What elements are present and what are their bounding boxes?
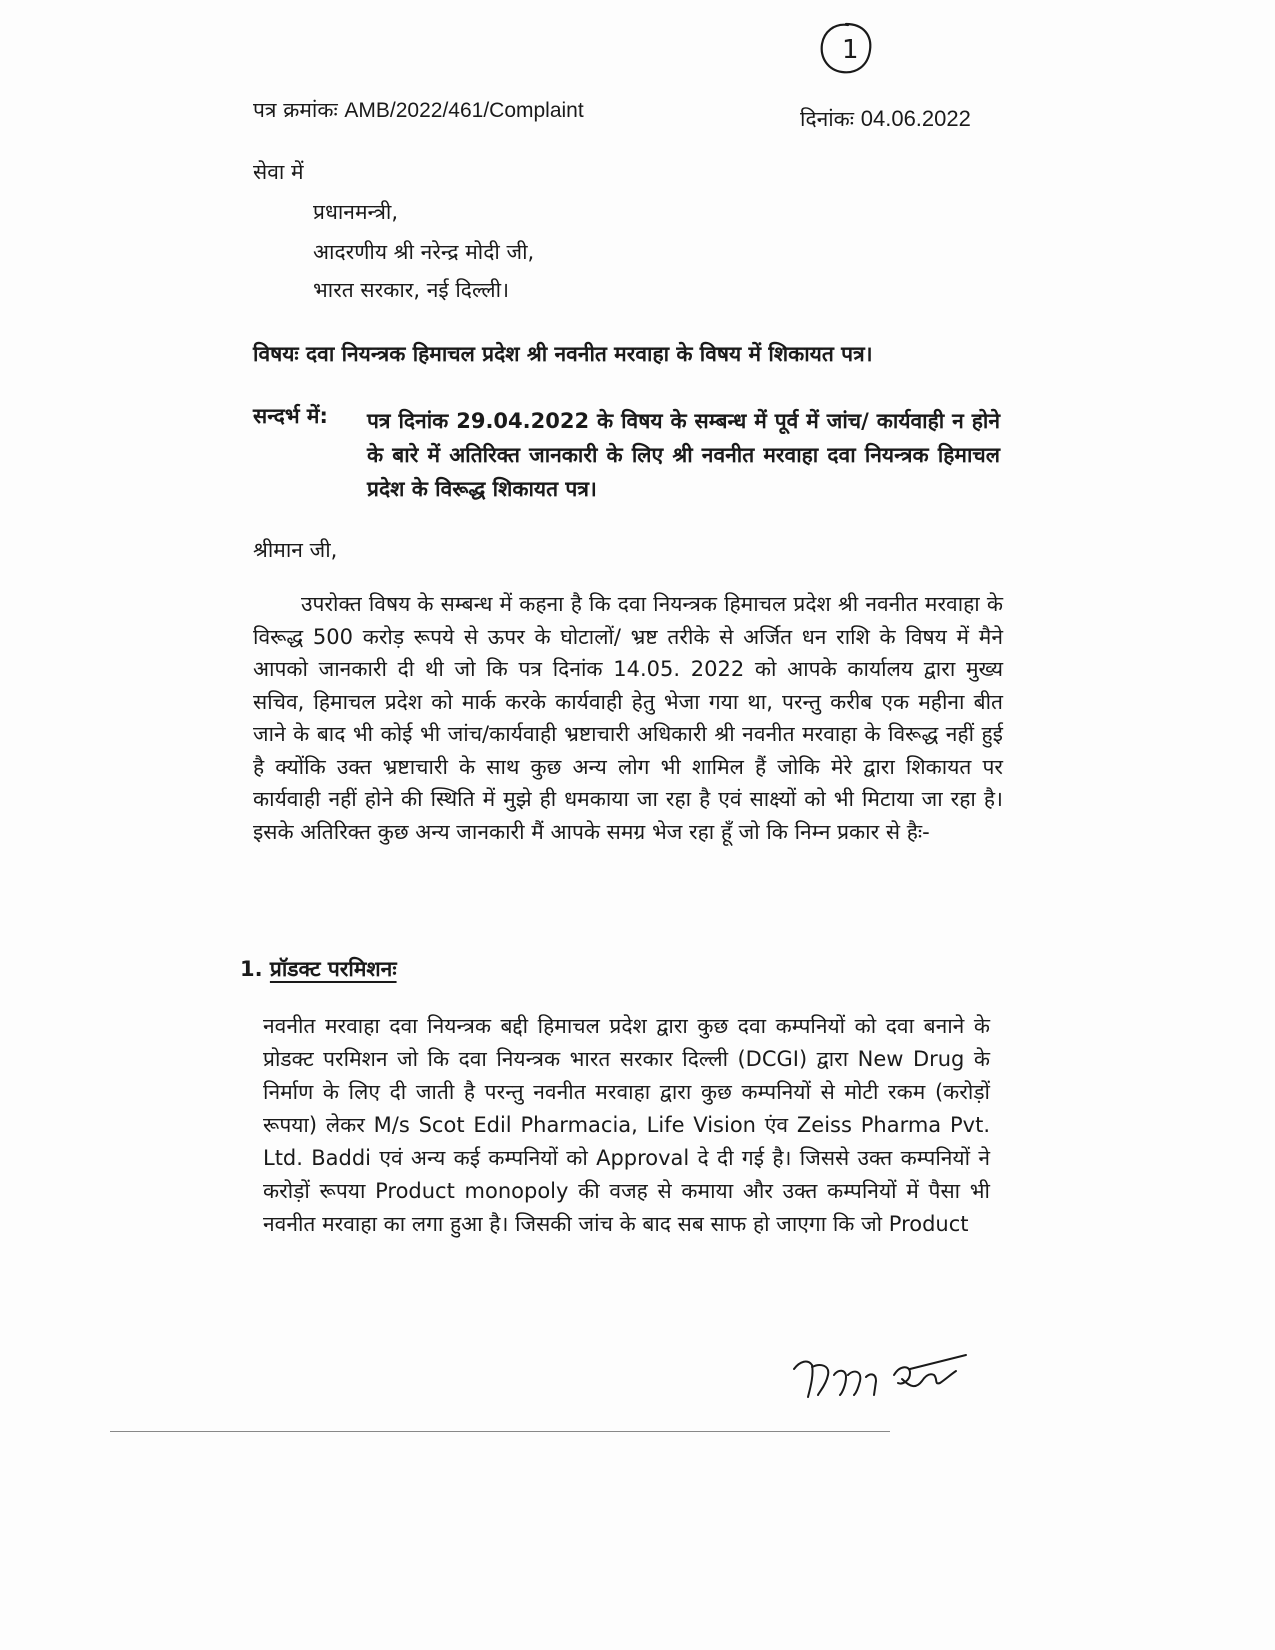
- reference-text: पत्र दिनांक 29.04.2022 के विषय के सम्बन्ध में पूर्व में जांच/ कार्यवाही न होने के बारे में अतिरिक्त जानकारी के लिए श्री नवनीत मरवाहा दवा नियन्त्रक हिमाचल प्रदेश के विरूद्ध शिकायत पत्र।: [367, 409, 1000, 501]
- date-label: दिनांकः: [800, 107, 855, 131]
- section-1-heading: [240, 955, 397, 983]
- date-value: 04.06.2022: [860, 106, 971, 131]
- page-number-circle: [816, 18, 876, 78]
- addressee-line-1: प्रधानमन्त्री,: [313, 200, 399, 224]
- section-1-text: नवनीत मरवाहा दवा नियन्त्रक बद्दी हिमाचल प्रदेश द्वारा कुछ दवा कम्पनियों को दवा बनाने के प्रोडक्ट परमिशन जो कि दवा नियन्त्रक भारत सरकार दिल्ली (DCGI) द्वारा New Drug के निर्माण के लिए दी जाती है परन्तु नवनीत मरवाहा द्वारा कुछ कम्पनियों से मोटी रकम (करोड़ों रूपया) लेकर M/s Scot Edil Pharmacia, Life Vision एंव Zeiss Pharma Pvt. Ltd. Baddi एवं अन्य कई कम्पनियों को Approval दे दी गई है। जिससे उक्त कम्पनियों ने करोड़ों रूपया Product monopoly की वजह से कमाया और उक्त कम्पनियों में पैसा भी नवनीत मरवाहा का लगा हुआ है। जिसकी जांच के बाद सब साफ हो जाएगा कि जो Product: [263, 1014, 990, 1236]
- footer-rule: [110, 1431, 890, 1432]
- greeting: श्रीमान जी,: [253, 538, 338, 562]
- addressee-line-2: आदरणीय श्री नरेन्द्र मोदी जी,: [313, 240, 535, 264]
- ref-value: AMB/2022/461/Complaint: [344, 99, 584, 122]
- ref-label: पत्र क्रमांकः: [253, 98, 338, 122]
- reference-label: सन्दर्भ में:: [253, 404, 328, 428]
- letter-date: [800, 104, 971, 134]
- page-number-text: 1: [842, 35, 859, 65]
- section-1-title: प्रॉडक्ट परमिशनः: [269, 957, 397, 981]
- body-paragraph: उपरोक्त विषय के सम्बन्ध में कहना है कि दवा नियन्त्रक हिमाचल प्रदेश श्री नवनीत मरवाहा के विरूद्ध 500 करोड़ रूपये से ऊपर के घोटालों/ भ्रष्ट तरीके से अर्जित धन राशि के विषय में मैने आपको जानकारी दी थी जो कि पत्र दिनांक 14.05. 2022 को आपके कार्यालय द्वारा मुख्य सचिव, हिमाचल प्रदेश को मार्क करके कार्यवाही हेतु भेजा गया था, परन्तु करीब एक महीना बीत जाने के बाद भी कोई भी जांच/कार्यवाही भ्रष्टाचारी अधिकारी श्री नवनीत मरवाहा के विरूद्ध नहीं हुई है क्योंकि उक्त भ्रष्टाचारी के साथ कुछ अन्य लोग भी शामिल हैं जोकि मेरे द्वारा शिकायत पर कार्यवाही नहीं होने की स्थिति में मुझे ही धमकाया जा रहा है एवं साक्ष्यों को भी मिटाया जा रहा है। इसके अतिरिक्त कुछ अन्य जानकारी मैं आपके समग्र भेज रहा हूँ जो कि निम्न प्रकार से हैः-: [253, 592, 1003, 844]
- subject-line: विषयः दवा नियन्त्रक हिमाचल प्रदेश श्री नवनीत मरवाहा के विषय में शिकायत पत्र।: [253, 342, 873, 366]
- signature: [790, 1345, 980, 1415]
- section-1-number: 1.: [240, 957, 263, 981]
- letter-ref: [253, 96, 584, 125]
- addressee-line-3: भारत सरकार, नई दिल्ली।: [313, 278, 510, 302]
- salutation-to: सेवा में: [253, 160, 304, 184]
